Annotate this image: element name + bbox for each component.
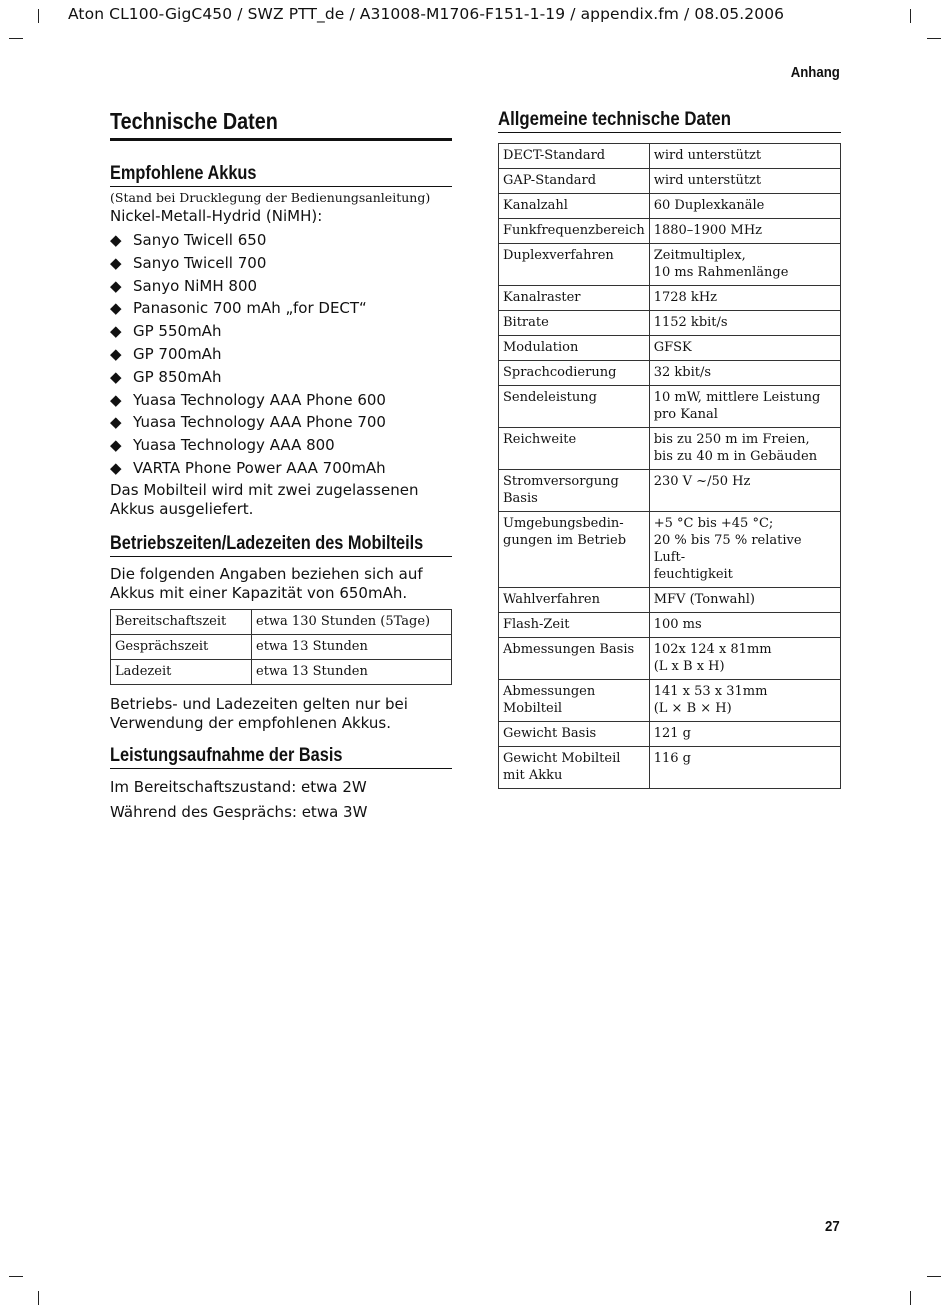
spec-table <box>498 143 841 789</box>
crop-mark <box>9 1276 23 1277</box>
battery-list-item <box>110 229 452 252</box>
battery-list-item <box>110 297 452 320</box>
bullet-diamond-icon: ◆ <box>110 436 122 455</box>
battery-name: Sanyo Twicell 700 <box>133 253 267 272</box>
table-value-cell: 10 mW, mittlere Leistung pro Kanal <box>649 386 840 428</box>
spec-row <box>499 336 841 361</box>
spec-row <box>499 613 841 638</box>
table-label-cell: Sprachcodierung <box>499 361 650 386</box>
table-value-cell: etwa 13 Stunden <box>252 659 452 684</box>
table-value-cell: 230 V ~/50 Hz <box>649 470 840 512</box>
table-label-cell: GAP-Standard <box>499 169 650 194</box>
spec-row <box>499 169 841 194</box>
table-value-cell: 1152 kbit/s <box>649 311 840 336</box>
table-label-cell: DECT-Standard <box>499 144 650 169</box>
bullet-diamond-icon: ◆ <box>110 413 122 432</box>
table-value-cell: GFSK <box>649 336 840 361</box>
battery-name: Panasonic 700 mAh „for DECT“ <box>133 299 367 318</box>
spec-row <box>499 470 841 512</box>
crop-mark <box>38 9 39 23</box>
spec-row <box>499 311 841 336</box>
bullet-diamond-icon: ◆ <box>110 322 122 341</box>
table-value-cell: bis zu 250 m im Freien, bis zu 40 m in Gebäuden <box>649 428 840 470</box>
table-value-cell: 1728 kHz <box>649 286 840 311</box>
battery-name: Yuasa Technology AAA 800 <box>133 436 335 455</box>
runtime-row <box>111 659 452 684</box>
table-value-cell: MFV (Tonwahl) <box>649 588 840 613</box>
crop-mark <box>927 38 941 39</box>
battery-name: GP 550mAh <box>133 322 222 341</box>
table-value-cell: +5 °C bis +45 °C; 20 % bis 75 % relative Luft- feuchtigkeit <box>649 512 840 588</box>
spec-row <box>499 244 841 286</box>
table-value-cell: 121 g <box>649 722 840 747</box>
crop-mark <box>910 1291 911 1305</box>
table-value-cell: 100 ms <box>649 613 840 638</box>
table-label-cell: Reichweite <box>499 428 650 470</box>
table-label-cell: Kanalraster <box>499 286 650 311</box>
battery-name: Yuasa Technology AAA Phone 700 <box>133 413 386 432</box>
table-value-cell: Zeitmultiplex, 10 ms Rahmenlänge <box>649 244 840 286</box>
spec-row <box>499 722 841 747</box>
table-label-cell: Funkfrequenzbereich <box>499 219 650 244</box>
table-value-cell: 32 kbit/s <box>649 361 840 386</box>
power-call: Während des Gesprächs: etwa 3W <box>110 802 368 821</box>
table-label-cell: Wahlverfahren <box>499 588 650 613</box>
battery-name: GP 700mAh <box>133 344 222 363</box>
table-label-cell: Bitrate <box>499 311 650 336</box>
table-value-cell: 141 x 53 x 31mm (L × B × H) <box>649 680 840 722</box>
spec-row <box>499 638 841 680</box>
table-value-cell: wird unterstützt <box>649 144 840 169</box>
left-column <box>110 108 452 822</box>
spec-row <box>499 361 841 386</box>
spec-row <box>499 286 841 311</box>
spec-row <box>499 144 841 169</box>
running-header: Aton CL100-GigC450 / SWZ PTT_de / A31008-M1706-F151-1-19 / appendix.fm / 08.05.2006 <box>68 5 785 23</box>
battery-list-item <box>110 252 452 275</box>
table-value-cell: 116 g <box>649 747 840 789</box>
spec-row <box>499 512 841 588</box>
spec-row <box>499 680 841 722</box>
bullet-diamond-icon: ◆ <box>110 390 122 409</box>
table-label-cell: Duplexverfahren <box>499 244 650 286</box>
spec-row <box>499 588 841 613</box>
table-label-cell: Modulation <box>499 336 650 361</box>
power-heading: Leistungsaufnahme der Basis <box>110 745 452 769</box>
table-value-cell: wird unterstützt <box>649 169 840 194</box>
battery-name: VARTA Phone Power AAA 700mAh <box>133 458 386 477</box>
battery-list-item <box>110 434 452 457</box>
page-number: 27 <box>825 1218 840 1235</box>
spec-row <box>499 386 841 428</box>
runtimes-heading: Betriebszeiten/Ladezeiten des Mobilteils <box>110 533 452 557</box>
right-column <box>498 108 841 789</box>
table-value-cell: 102x 124 x 81mm (L x B x H) <box>649 638 840 680</box>
battery-name: Sanyo Twicell 650 <box>133 231 267 249</box>
battery-list-item <box>110 457 452 480</box>
battery-list <box>110 229 452 480</box>
crop-mark <box>38 1291 39 1305</box>
battery-list-item <box>110 275 452 298</box>
table-label-cell: Sendeleistung <box>499 386 650 428</box>
spec-row <box>499 747 841 789</box>
battery-name: GP 850mAh <box>133 367 222 386</box>
runtimes-intro: Die folgenden Angaben beziehen sich auf Akkus mit einer Kapazität von 650mAh. <box>110 564 423 602</box>
spec-row <box>499 219 841 244</box>
runtime-row <box>111 609 452 634</box>
table-label-cell: Gesprächszeit <box>111 634 252 659</box>
crop-mark <box>910 9 911 23</box>
runtime-row <box>111 634 452 659</box>
battery-name: Sanyo NiMH 800 <box>133 276 258 295</box>
table-label-cell: Ladezeit <box>111 659 252 684</box>
battery-heading: Empfohlene Akkus <box>110 163 452 187</box>
table-label-cell: Umgebungsbedin- gungen im Betrieb <box>499 512 650 588</box>
table-label-cell: Kanalzahl <box>499 194 650 219</box>
table-label-cell: Abmessungen Mobilteil <box>499 680 650 722</box>
power-standby: Im Bereitschaftszustand: etwa 2W <box>110 777 367 796</box>
crop-mark <box>9 38 23 39</box>
battery-list-item <box>110 343 452 366</box>
spec-row <box>499 428 841 470</box>
table-label-cell: Gewicht Basis <box>499 722 650 747</box>
table-label-cell: Bereitschaftszeit <box>111 609 252 634</box>
table-label-cell: Stromversorgung Basis <box>499 470 650 512</box>
table-value-cell: etwa 13 Stunden <box>252 634 452 659</box>
runtimes-footer: Betriebs- und Ladezeiten gelten nur bei Verwendung der empfohlenen Akkus. <box>110 694 408 732</box>
battery-list-item <box>110 389 452 412</box>
bullet-diamond-icon: ◆ <box>110 458 122 477</box>
table-value-cell: 60 Duplexkanäle <box>649 194 840 219</box>
crop-mark <box>927 1276 941 1277</box>
page-title: Technische Daten <box>110 108 452 141</box>
battery-type: Nickel-Metall-Hydrid (NiMH): <box>110 207 323 225</box>
bullet-diamond-icon: ◆ <box>110 344 122 363</box>
bullet-diamond-icon: ◆ <box>110 253 122 272</box>
battery-list-item <box>110 366 452 389</box>
table-label-cell: Abmessungen Basis <box>499 638 650 680</box>
battery-name: Yuasa Technology AAA Phone 600 <box>133 390 386 409</box>
battery-list-item <box>110 320 452 343</box>
table-value-cell: 1880–1900 MHz <box>649 219 840 244</box>
table-label-cell: Gewicht Mobilteil mit Akku <box>499 747 650 789</box>
table-label-cell: Flash-Zeit <box>499 613 650 638</box>
battery-footer: Das Mobilteil wird mit zwei zugelassenen Akkus ausgeliefert. <box>110 480 419 518</box>
runtime-table <box>110 609 452 685</box>
bullet-diamond-icon: ◆ <box>110 299 122 318</box>
specs-heading: Allgemeine technische Daten <box>498 108 841 133</box>
spec-row <box>499 194 841 219</box>
bullet-diamond-icon: ◆ <box>110 367 122 386</box>
battery-note: (Stand bei Drucklegung der Bedienungsanleitung) <box>110 190 431 205</box>
bullet-diamond-icon: ◆ <box>110 231 122 249</box>
section-header: Anhang <box>790 64 840 81</box>
table-value-cell: etwa 130 Stunden (5Tage) <box>252 609 452 634</box>
battery-list-item <box>110 411 452 434</box>
bullet-diamond-icon: ◆ <box>110 276 122 295</box>
